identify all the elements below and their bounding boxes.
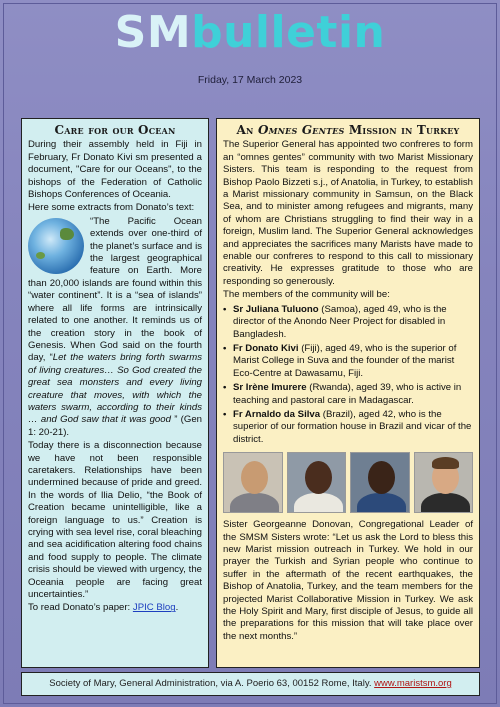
article-paragraph: The Superior General has appointed two confreres to form an “omnes gentes” community with two Marist Missionary Sisters. This team is responding to the request from Bishop Paolo Bizzeti s.j., of Anatolia, in Turkey, to establish a Marist missionary community in Samsun, on the Black Sea, and to minister among refugees and migrants, many of whom are Christians struggling to find their way in a foreign, Muslim land. The Superior General acknowledges and appreciates the sacrifices many Marists have made to enable our confreres to respond to this call to missionary creativity. He expresses gratitude to those who are responding so generously.	[223, 139, 473, 287]
read-prefix: To read Donato’s paper:	[28, 602, 133, 614]
members-list	[223, 304, 473, 446]
article-omnes-gentes	[216, 118, 480, 668]
member-name: Fr Donato Kivi	[233, 342, 299, 354]
member-name: Sr Irène Imurere	[233, 382, 307, 394]
title-part: An	[236, 123, 258, 137]
list-item	[223, 382, 473, 407]
jpic-blog-link[interactable]: JPIC Blog	[132, 602, 176, 614]
member-desc: (Rwanda), aged 39, who is active in teaching and pastoral care in Madagascar.	[233, 382, 462, 406]
member-desc: (Brazil), aged 42, who is the superior of our formation house in Brazil and vicar of the district.	[233, 408, 472, 445]
list-item	[223, 409, 473, 446]
member-photos	[223, 452, 473, 513]
article-paragraph: During their assembly held in Fiji in February, Fr Donato Kivi sm presented a document, "Care for our Oceans", to the bishops of the Federation of Catholic Bishops Conferences of Oceania.	[28, 139, 202, 201]
member-photo	[287, 452, 347, 513]
member-name: Sr Juliana Tuluono	[233, 303, 319, 315]
member-photo	[414, 452, 474, 513]
list-item	[223, 304, 473, 341]
footer	[21, 672, 480, 696]
member-photo	[223, 452, 283, 513]
title-part: Mission in Turkey	[344, 123, 460, 137]
list-item	[223, 343, 473, 380]
member-desc: (Samoa), aged 49, who is the director of the Anondo Neer Project for disabled in Bangladesh.	[233, 303, 447, 340]
member-name: Fr Arnaldo da Silva	[233, 408, 321, 420]
masthead-bulletin: bulletin	[191, 7, 386, 58]
article-paragraph: Sister Georgeanne Donovan, Congregational Leader of the SMSM Sisters wrote: “Let us ask the Lord to bless this new Marist mission outreach in Turkey. We hold in our prayer the Turkish and Syrian people who continue to suffer in the aftermath of the recent earthquakes, the Bishop of Anatolia, Turkey, and the team members for the projected Marist Collaborative Mission in Turkey. We ask the Holy Spirit and Mary, first disciple of Jesus, to guide all the preparations for this mission that will take place over the next months.”	[223, 519, 473, 642]
quote-text: “The Pacific Ocean extends over one-third of the planet’s surface and is the largest geographical feature on Earth. More than 20,000 islands are found within this “water continent”. It is a “sea of islands” where all life forms are intrinsically related to one another. It reminds us of the creation story in the book of Genesis. When God said on the fourth day, “	[28, 215, 202, 364]
read-suffix: .	[175, 602, 179, 614]
quote-ref: ” (Gen 1: 20-21).	[28, 414, 202, 438]
title-part-italic: Omnes Gentes	[257, 123, 345, 137]
members-intro: The members of the community will be:	[223, 289, 390, 301]
article-care-for-ocean	[21, 118, 209, 668]
article-paragraph: Here some extracts from Donato’s text:	[28, 202, 195, 214]
masthead-sm: SM	[114, 7, 192, 58]
member-desc: (Fiji), aged 49, who is the superior of Marist College in Suva and the founder of the marist Eco-Centre at Dawasamu, Fiji.	[233, 342, 457, 379]
globe-icon	[28, 218, 84, 274]
masthead-title	[0, 6, 500, 60]
article-title	[223, 124, 473, 136]
issue-date: Friday, 17 March 2023	[197, 74, 303, 86]
article-paragraph	[28, 602, 202, 614]
website-link[interactable]: www.maristsm.org	[374, 678, 452, 689]
article-title: Care for our Ocean	[54, 123, 176, 137]
article-paragraph: Today there is a disconnection because we have not been responsible caretakers. Relationships have been undermined because of pride and greed. In the words of Ilia Delio, “the Book of Creation became unintelligible, like a foreign language to us.” Creation is crying with sea level rise, coral bleaching and sea acidification altering food chains and food supply to people. The climate crisis should be viewed with urgency, the Oceania people are facing great uncertainties.”	[28, 440, 202, 601]
footer-address: Society of Mary, General Administration, via A. Poerio 63, 00152 Rome, Italy.	[49, 678, 375, 689]
member-photo	[350, 452, 410, 513]
quote-genesis: Let the waters bring forth swarms of living creatures… So God created the great sea monsters and every living creature that moves, with which the waters swarm, according to their kinds … and God saw that it was good	[28, 352, 202, 426]
